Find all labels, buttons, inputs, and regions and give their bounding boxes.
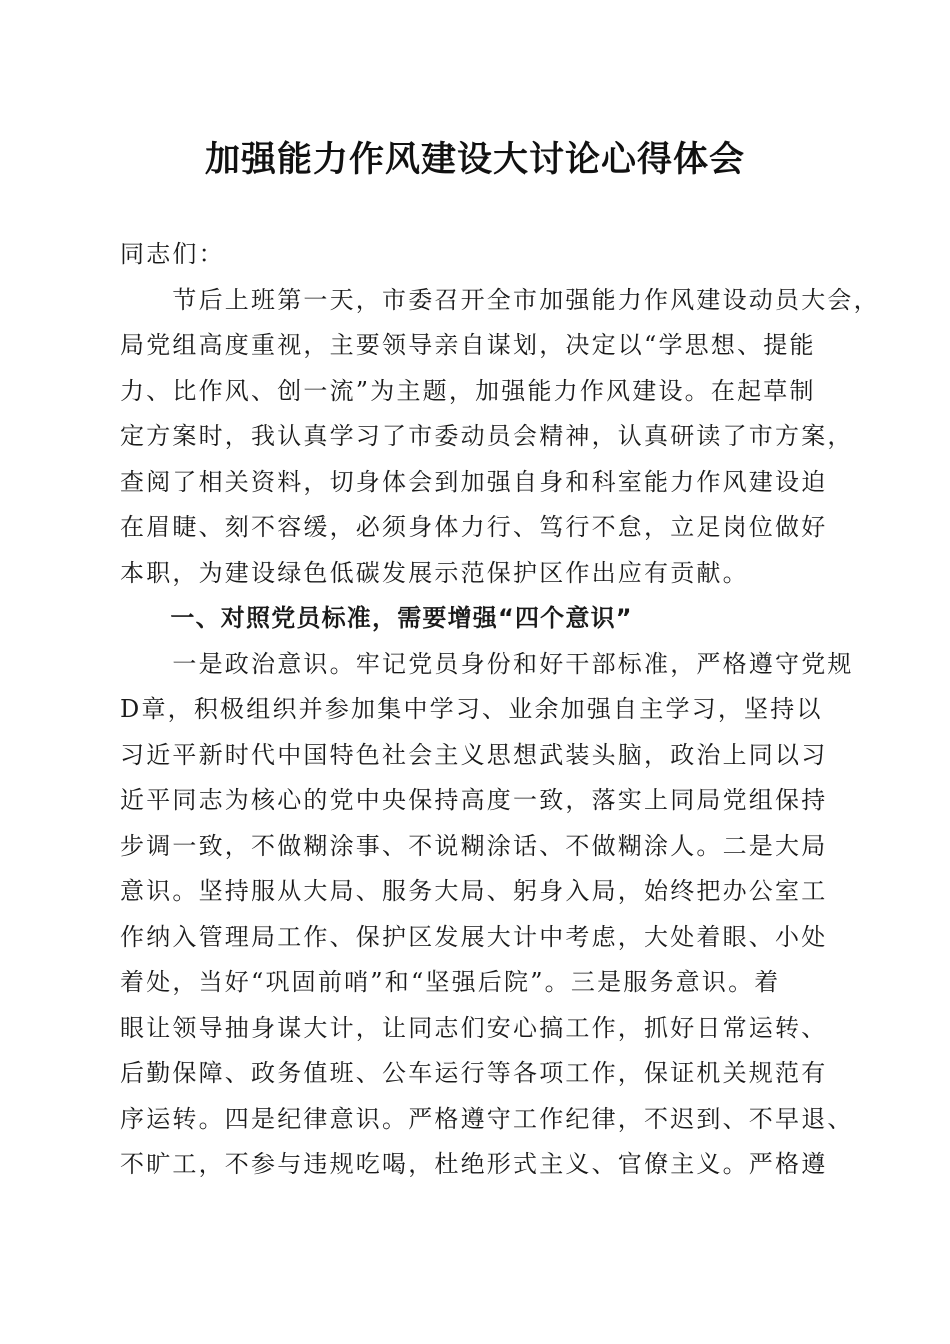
document-title: 加强能力作风建设大讨论心得体会 [204,139,745,180]
salutation-line: 同志们： [120,240,225,268]
body-line: 查阅了相关资料，切身体会到加强自身和科室能力作风建设迫 [120,467,828,496]
body-line: 后勤保障、政务值班、公车运行等各项工作，保证机关规范有 [120,1059,828,1087]
body-line: 一是政治意识。牢记党员身份和好干部标准，严格遵守党规 [120,649,854,678]
body-line: 作纳入管理局工作、保护区发展大计中考虑，大处着眼、小处 [120,922,828,951]
body-line: D章，积极组织并参加集中学习、业余加强自主学习，坚持以 [120,695,823,723]
body-line: 序运转。四是纪律意识。严格遵守工作纪律，不迟到、不早退、 [120,1104,854,1133]
body-line: 定方案时，我认真学习了市委动员会精神，认真研读了市方案， [120,422,854,450]
body-line: 步调一致，不做糊涂事、不说糊涂话、不做糊涂人。二是大局 [120,831,828,860]
body-line: 节后上班第一天，市委召开全市加强能力作风建设动员大会， [120,285,880,314]
body-line: 力、比作风、创一流”为主题，加强能力作风建设。在起草制 [120,376,816,405]
body-line: 不旷工，不参与违规吃喝，杜绝形式主义、官僚主义。严格遵 [120,1150,828,1178]
body-line: 眼让领导抽身谋大计，让同志们安心搞工作，抓好日常运转、 [120,1013,828,1042]
body-line: 着处，当好“巩固前哨”和“坚强后院”。三是服务意识。着 [120,968,781,996]
body-line: 本职，为建设绿色低碳发展示范保护区作出应有贡献。 [120,558,749,587]
body-line: 在眉睫、刻不容缓，必须身体力行、笃行不怠，立足岗位做好 [120,513,828,541]
document-body [120,232,880,1188]
body-line: 近平同志为核心的党中央保持高度一致，落实上同局党组保持 [120,786,828,814]
body-line: 习近平新时代中国特色社会主义思想武装头脑，政治上同以习 [120,740,828,769]
body-line: 意识。坚持服从大局、服务大局、躬身入局，始终把办公室工 [120,877,828,905]
section-heading: 一、对照党员标准，需要增强“四个意识” [120,604,633,632]
body-line: 局党组高度重视，主要领导亲自谋划，决定以“学思想、提能 [120,331,816,359]
